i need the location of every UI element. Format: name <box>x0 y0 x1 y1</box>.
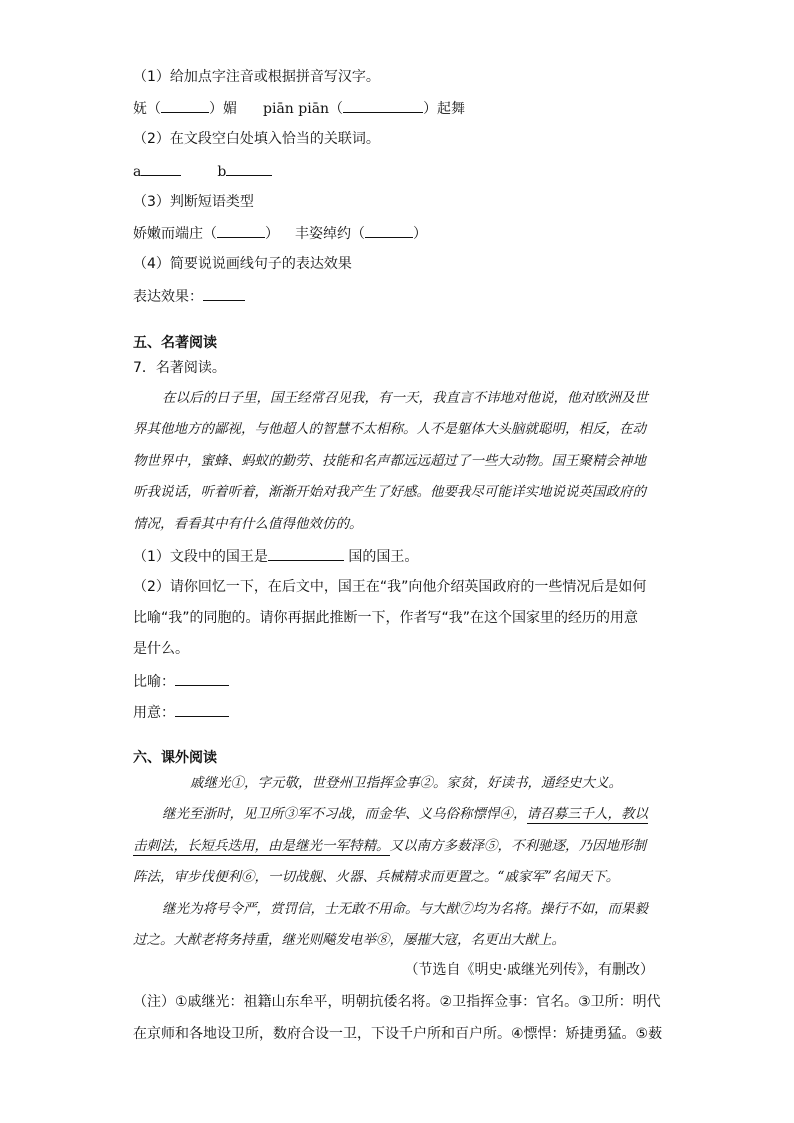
classical-paragraph-2: 击刺法，长短兵迭用，由是继光一军特精。又以南方多薮泽⑤，不利驰逐，乃因地形制 <box>133 838 646 854</box>
underlined-sentence: 请召募三千人，教以 <box>526 806 648 822</box>
answer-blank[interactable] <box>217 223 265 238</box>
classical-paragraph-2: 继光至浙时，见卫所③军不习战，而金华、义乌俗称慓悍④，请召募三千人，教以 <box>162 806 648 822</box>
passage-line: 界其他地方的鄙视，与他超人的智慧不太相称。人不是躯体大头脑就聪明，相反，在动 <box>133 421 646 437</box>
answer-blank[interactable] <box>175 671 229 686</box>
answer-blank[interactable] <box>268 546 344 561</box>
q6-sub4: （4）简要说说画线句子的表达效果 <box>133 256 352 272</box>
classical-paragraph-1: 戚继光①，字元敬，世登州卫指挥佥事②。家贫，好读书，通经史大义。 <box>190 775 622 791</box>
annotation-note: （注）①戚继光：祖籍山东牟平，明朝抗倭名将。②卫指挥佥事：官名。③卫所：明代 <box>133 994 661 1010</box>
q6-sub2: （2）在文段空白处填入恰当的关联词。 <box>133 131 380 147</box>
underlined-sentence: 击刺法，长短兵迭用，由是继光一军特精。 <box>133 838 390 854</box>
classical-paragraph-2: 阵法，审步伐便利⑥，一切战舰、火器、兵械精求而更置之。“戚家军”名闻天下。 <box>133 869 620 885</box>
metaphor-answer: 比喻： <box>133 671 229 692</box>
classical-paragraph-3: 继光为将号令严，赏罚信，士无敢不用命。与大猷⑦均为名将。操行不如，而果毅 <box>162 901 648 917</box>
answer-blank[interactable] <box>175 702 229 717</box>
q7-sub2: 比喻“我”的同胞的。请你再据此推断一下，作者写“我”在这个国家里的经历的用意 <box>133 610 639 626</box>
purpose-answer: 用意： <box>133 702 229 723</box>
q6-sub1-line: 妩（ ）媚 piān piān（ ）起舞 <box>133 98 465 119</box>
passage-line: 物世界中，蜜蜂、蚂蚁的勤劳、技能和名声都远远超过了一些大动物。国王聚精会神地 <box>133 453 646 469</box>
q6-sub3-items: 娇嫩而端庄（ ） 丰姿绰约（ ） <box>133 223 427 244</box>
annotation-note: 在京师和各地设卫所，数府合设一卫，下设千户所和百户所。④慓悍：矫捷勇猛。⑤薮 <box>133 1026 663 1042</box>
passage-line: 在以后的日子里，国王经常召见我，有一天，我直言不讳地对他说，他对欧洲及世 <box>162 390 648 406</box>
classical-paragraph-3: 过之。大猷老将务持重，继光则飚发电举⑧，屡摧大寇，名更出大猷上。 <box>133 932 565 948</box>
question-7-title: 7．名著阅读。 <box>133 360 226 376</box>
answer-blank[interactable] <box>203 286 245 301</box>
answer-blank-a[interactable] <box>141 161 181 176</box>
section-heading-5: 五、名著阅读 <box>133 335 217 351</box>
q7-sub2: 是什么。 <box>133 641 189 657</box>
q6-sub2-blanks: a b <box>133 161 272 182</box>
answer-blank[interactable] <box>343 98 423 113</box>
answer-blank[interactable] <box>161 98 209 113</box>
q6-sub1: （1）给加点字注音或根据拼音写汉字。 <box>133 69 380 85</box>
q6-sub4-answer: 表达效果： <box>133 286 245 307</box>
source-citation: （节选自《明史·戚继光列传》，有删改） <box>404 962 654 978</box>
q6-sub3: （3）判断短语类型 <box>133 194 254 210</box>
passage-line: 情况，看看其中有什么值得他效仿的。 <box>133 516 363 532</box>
q7-sub2: （2）请你回忆一下，在后文中，国王在“我”向他介绍英国政府的一些情况后是如何 <box>133 579 647 595</box>
answer-blank[interactable] <box>365 223 413 238</box>
section-heading-6: 六、课外阅读 <box>133 750 217 766</box>
passage-line: 听我说话，听着听着，渐渐开始对我产生了好感。他要我尽可能详实地说说英国政府的 <box>133 484 646 500</box>
q7-sub1: （1）文段中的国王是 国的国王。 <box>133 546 418 567</box>
answer-blank-b[interactable] <box>226 161 272 176</box>
